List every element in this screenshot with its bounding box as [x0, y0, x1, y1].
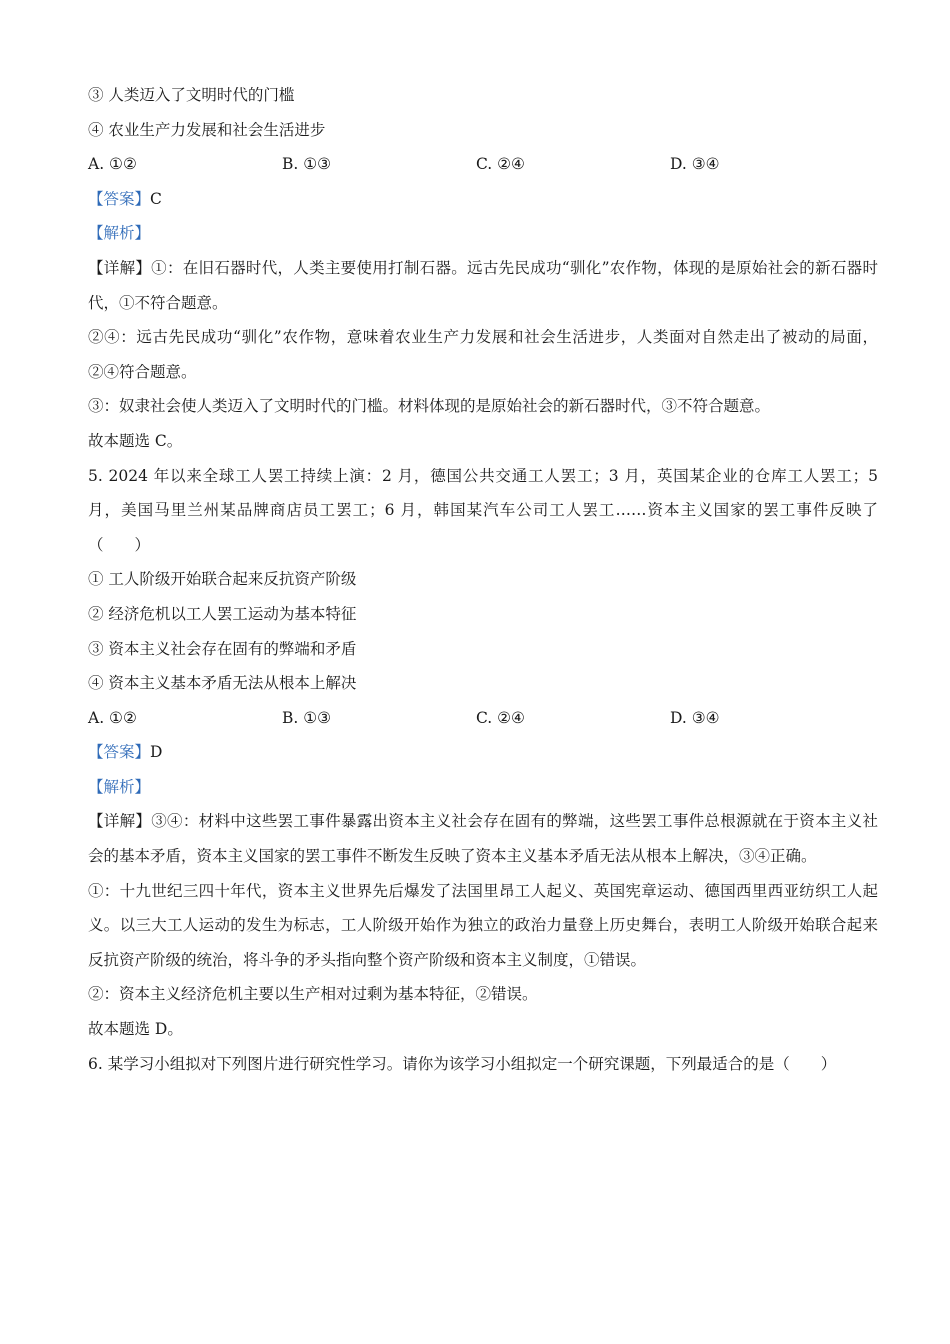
q5-conclusion: 故本题选 D。 [88, 1020, 183, 1039]
q4-option-4: ④ 农业生产力发展和社会生活进步 [88, 120, 326, 139]
q5-choice-d: D. ③④ [670, 708, 720, 727]
q4-choices [88, 147, 878, 182]
q5-analysis-tag: 【解析】 [88, 777, 151, 796]
q5-answer-value: D [150, 743, 163, 762]
q5-answer [88, 735, 878, 770]
q4-detail-1-text: ①：在旧石器时代，人类主要使用打制石器。远古先民成功“驯化”农作物，体现的是原始社会的新石器时代，①不符合题意。 [88, 258, 878, 312]
q5-analysis [88, 770, 878, 805]
q4-answer-tag: 【答案】 [88, 189, 151, 208]
q5-choices [88, 701, 878, 736]
q5-choice-c: C. ②④ [476, 708, 525, 727]
q4-option-3: ③ 人类迈入了文明时代的门槛 [88, 86, 295, 104]
q5-detail-2: ①：十九世纪三四十年代，资本主义世界先后爆发了法国里昂工人起义、英国宪章运动、德国西里西亚纺织工人起义。以三大工人运动的发生为标志，工人阶级开始作为独立的政治力量登上历史舞台，表明工人阶级开始联合起来反抗资产阶级的统治，将斗争的矛头指向整个资产阶级和资本主义制度，①错误。 [88, 881, 878, 969]
q5-option-4: ④ 资本主义基本矛盾无法从根本上解决 [88, 674, 357, 693]
q6-stem: 6. 某学习小组拟对下列图片进行研究性学习。请你为该学习小组拟定一个研究课题，下列最适合的是（ ） [88, 1054, 837, 1073]
q5-stem: 5. 2024 年以来全球工人罢工持续上演：2 月，德国公共交通工人罢工；3 月，英国某企业的仓库工人罢工；5 月，美国马里兰州某品牌商店员工罢工；6 月，韩国某汽车公司工人罢工……资本主义国家的罢工事件反映了（ ） [88, 466, 878, 554]
q5-detail-tag: 【详解】 [88, 812, 152, 831]
q5-detail-1-text: ③④：材料中这些罢工事件暴露出资本主义社会存在固有的弊端，这些罢工事件总根源就在于资本主义社会的基本矛盾，资本主义国家的罢工事件不断发生反映了资本主义基本矛盾无法从根本上解决，③④正确。 [88, 812, 878, 866]
document-page [88, 78, 878, 1081]
q5-choice-a: A. ①② [88, 708, 137, 727]
q4-analysis-tag: 【解析】 [88, 224, 151, 243]
q4-choice-a: A. ①② [88, 155, 137, 174]
q5-option-3: ③ 资本主义社会存在固有的弊端和矛盾 [88, 639, 357, 658]
q4-choice-d: D. ③④ [670, 155, 720, 174]
q4-choice-c: C. ②④ [476, 155, 525, 174]
q5-answer-tag: 【答案】 [88, 743, 151, 762]
q5-option-2: ② 经济危机以工人罢工运动为基本特征 [88, 604, 357, 623]
q5-option-1: ① 工人阶级开始联合起来反抗资产阶级 [88, 570, 357, 589]
q5-detail-1 [88, 804, 878, 873]
q4-choice-b: B. ①③ [282, 155, 332, 174]
q4-detail-2: ②④：远古先民成功“驯化”农作物，意味着农业生产力发展和社会生活进步，人类面对自然走出了被动的局面，②④符合题意。 [88, 328, 878, 381]
q4-detail-tag: 【详解】 [88, 258, 152, 277]
q4-answer [88, 182, 878, 217]
q4-conclusion: 故本题选 C。 [88, 431, 183, 450]
q5-detail-3: ②：资本主义经济危机主要以生产相对过剩为基本特征，②错误。 [88, 985, 538, 1004]
q5-choice-b: B. ①③ [282, 708, 332, 727]
q4-detail-3: ③：奴隶社会使人类迈入了文明时代的门槛。材料体现的是原始社会的新石器时代，③不符合题意。 [88, 397, 771, 416]
q4-answer-value: C [150, 189, 162, 208]
q4-detail-1 [88, 251, 878, 320]
q4-analysis [88, 216, 878, 251]
